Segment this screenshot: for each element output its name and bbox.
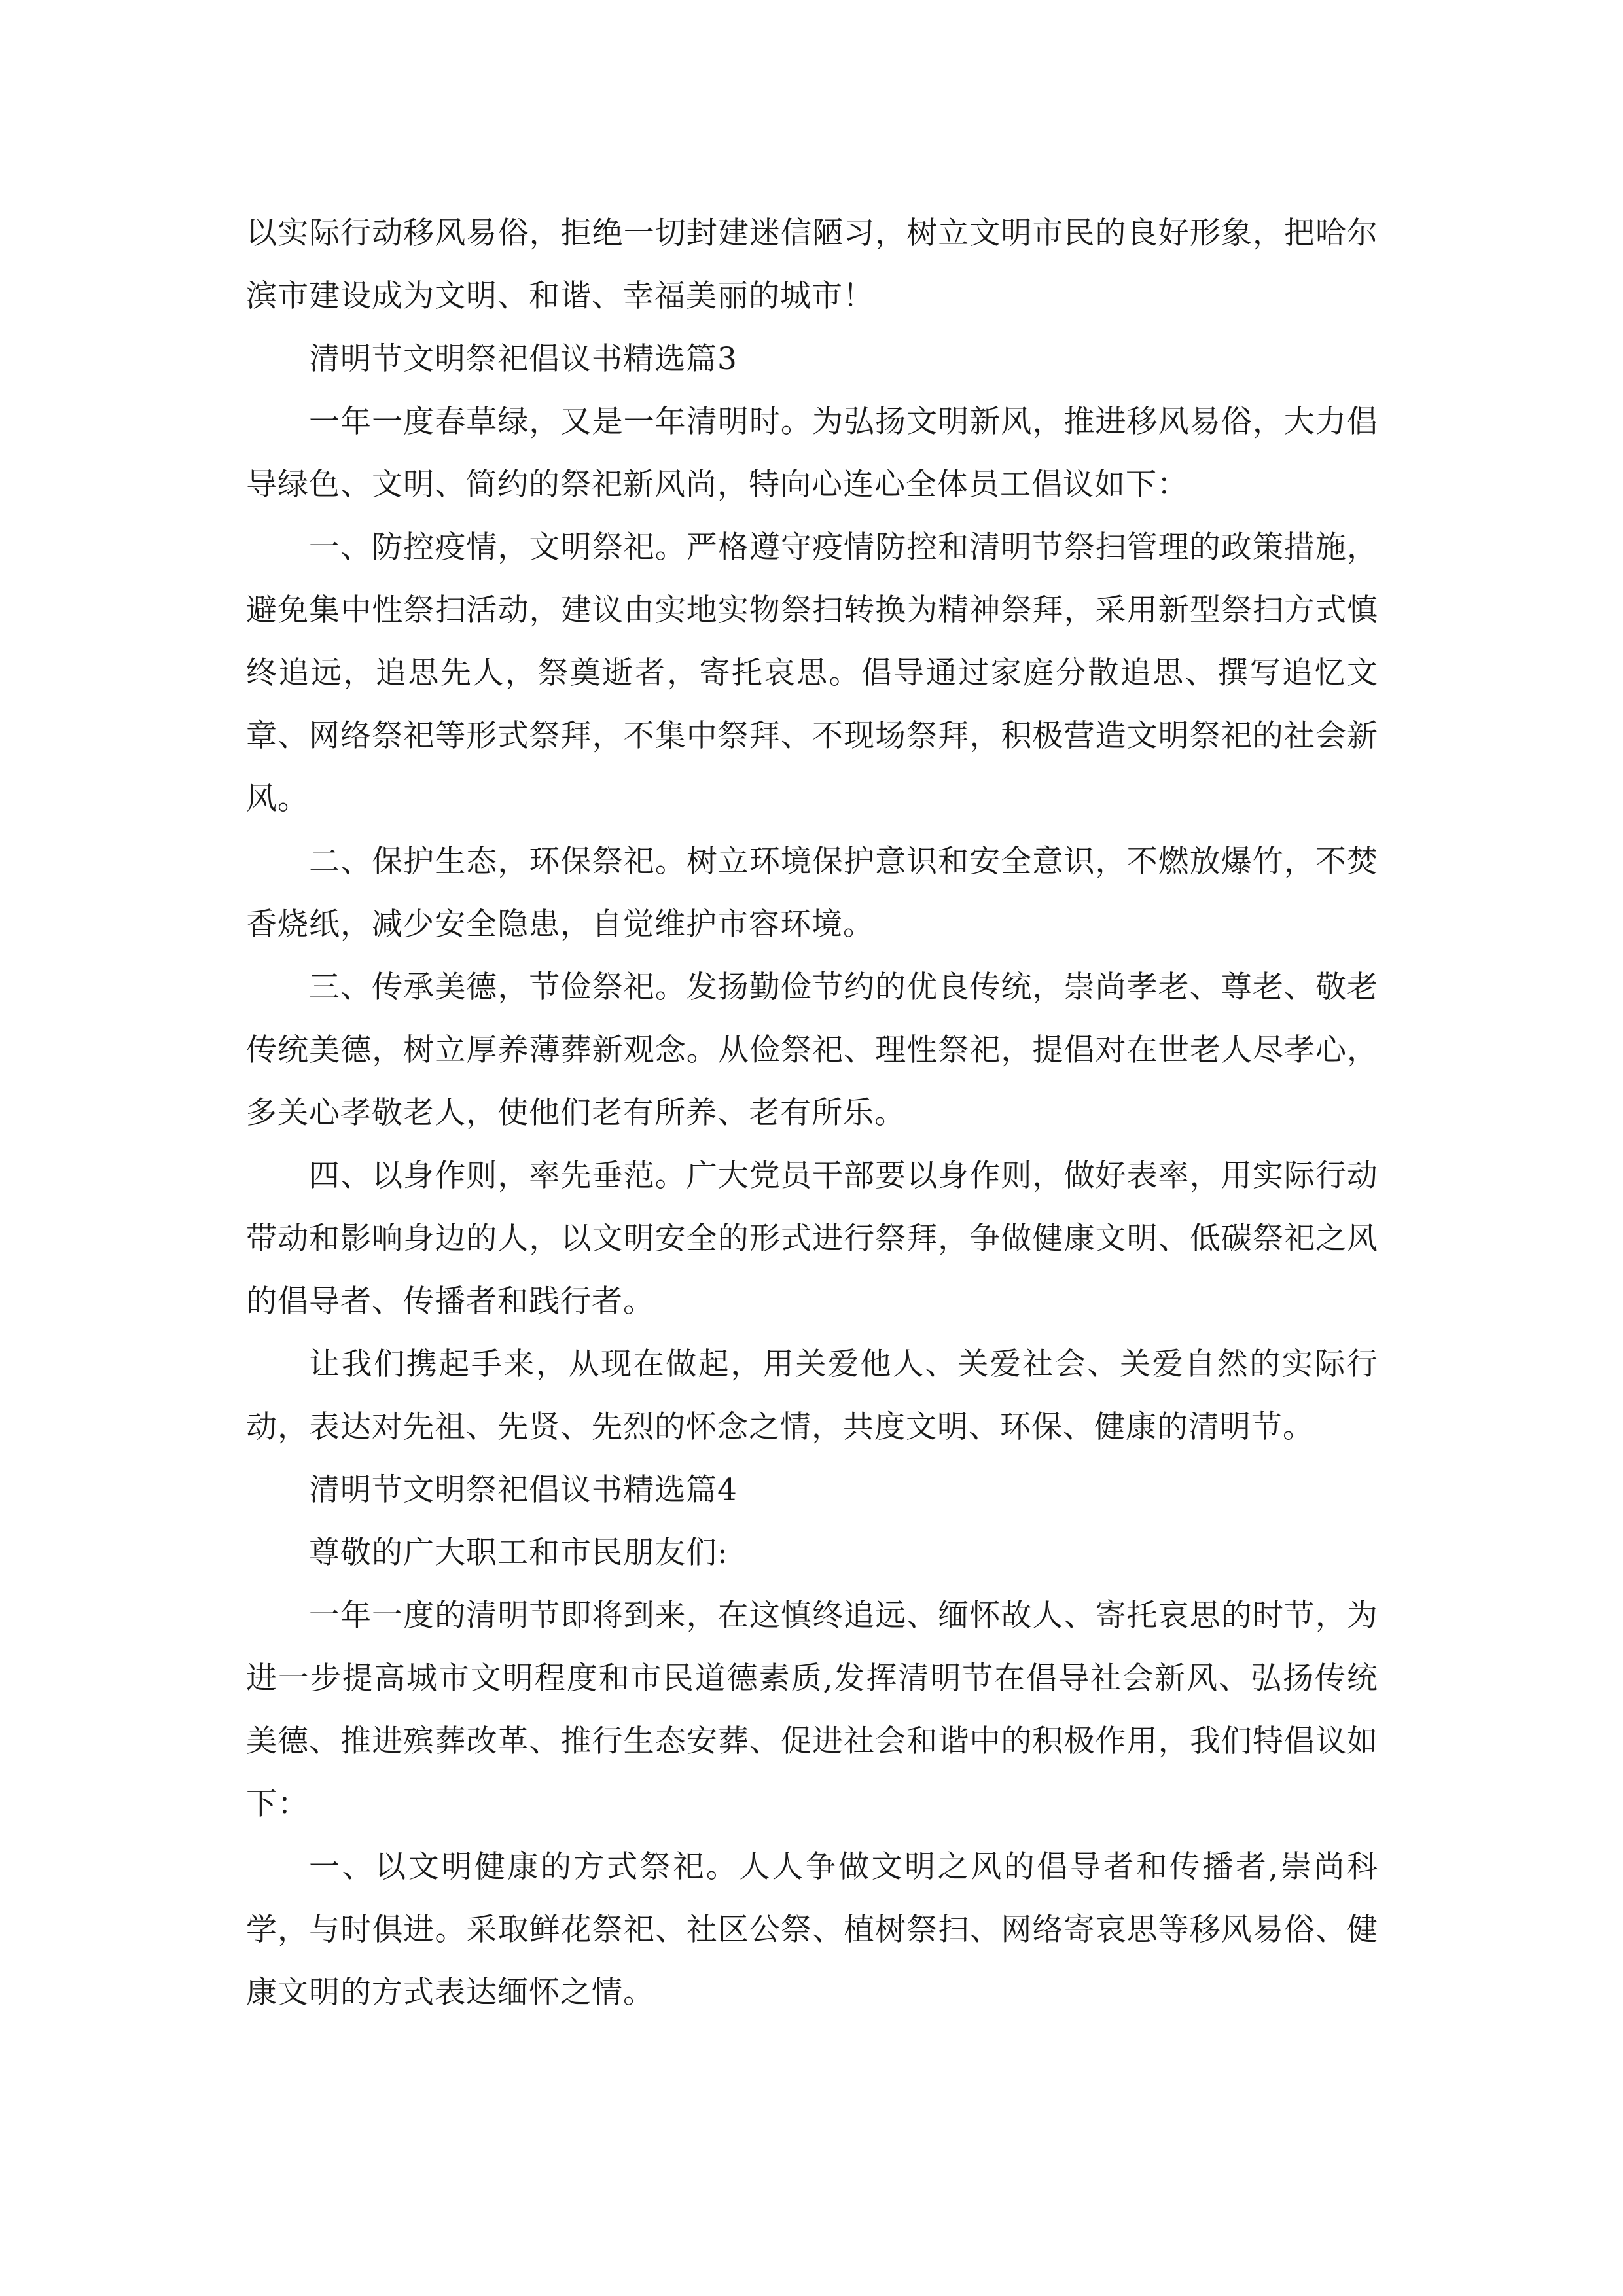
section-heading-3: 清明节文明祭祀倡议书精选篇3 (309, 341, 738, 377)
salutation: 尊敬的广大职工和市民朋友们: (309, 1535, 728, 1571)
paragraph: 一、以文明健康的方式祭祀。人人争做文明之风的倡导者和传播者,崇尚科学，与时俱进。采取鲜花祭祀、社区公祭、植树祭扫、网络寄哀思等移风易俗、健康文明的方式表达缅怀之情。 (246, 1849, 1378, 2011)
paragraph: 一、防控疫情，文明祭祀。严格遵守疫情防控和清明节祭扫管理的政策措施，避免集中性祭扫活动，建议由实地实物祭扫转换为精神祭拜，采用新型祭扫方式慎终追远，追思先人，祭奠逝者，寄托哀思。倡导通过家庭分散追思、撰写追忆文章、网络祭祀等形式祭拜，不集中祭拜、不现场祭拜，积极营造文明祭祀的社会新风。 (246, 529, 1378, 817)
document-body (246, 202, 1378, 2024)
paragraph: 一年一度的清明节即将到来，在这慎终追远、缅怀故人、寄托哀思的时节，为进一步提高城市文明程度和市民道德素质,发挥清明节在倡导社会新风、弘扬传统美德、推进殡葬改革、推行生态安葬、促进社会和谐中的积极作用，我们特倡议如下： (246, 1598, 1378, 1822)
paragraph: 让我们携起手来，从现在做起，用关爱他人、关爱社会、关爱自然的实际行动，表达对先祖、先贤、先烈的怀念之情，共度文明、环保、健康的清明节。 (246, 1346, 1378, 1445)
paragraph: 一年一度春草绿，又是一年清明时。为弘扬文明新风，推进移风易俗，大力倡导绿色、文明、简约的祭祀新风尚，特向心连心全体员工倡议如下： (246, 404, 1378, 503)
paragraph: 三、传承美德，节俭祭祀。发扬勤俭节约的优良传统，崇尚孝老、尊老、敬老传统美德，树立厚养薄葬新观念。从俭祭祀、理性祭祀，提倡对在世老人尽孝心，多关心孝敬老人，使他们老有所养、老有所乐。 (246, 969, 1378, 1131)
paragraph-continuation: 以实际行动移风易俗，拒绝一切封建迷信陋习，树立文明市民的良好形象，把哈尔滨市建设成为文明、和谐、幸福美丽的城市！ (246, 215, 1378, 314)
paragraph: 四、以身作则，率先垂范。广大党员干部要以身作则，做好表率，用实际行动带动和影响身边的人，以文明安全的形式进行祭拜，争做健康文明、低碳祭祀之风的倡导者、传播者和践行者。 (246, 1158, 1378, 1319)
section-heading-4: 清明节文明祭祀倡议书精选篇4 (309, 1472, 738, 1508)
paragraph: 二、保护生态，环保祭祀。树立环境保护意识和安全意识，不燃放爆竹，不焚香烧纸，减少安全隐患，自觉维护市容环境。 (246, 844, 1378, 942)
